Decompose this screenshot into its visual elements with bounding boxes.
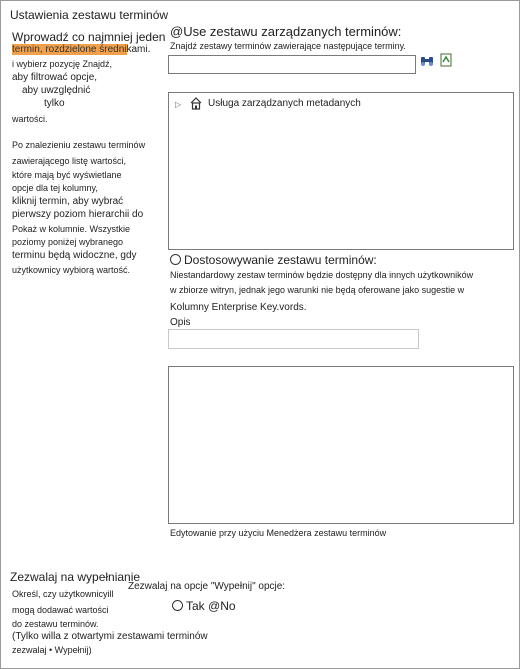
desc2-line: użytkownicy wybiorą wartość. [12,265,131,275]
managed-radio-label[interactable]: @Use zestawu zarządzanych terminów: [170,24,402,39]
custom-desc: Kolumny Enterprise Key.vords. [170,302,307,313]
desc-line: Wprowadź co najmniej jeden [12,30,166,44]
binoculars-icon[interactable] [420,54,434,72]
highlighted-text: termin, rozdzielone średni [12,44,127,55]
desc2-line: opcje dla tej kolumny, [12,183,98,193]
fill-question: Zezwalaj na opcje "Wypełnij" opcje: [128,581,286,592]
desc2-line: kliknij termin, aby wybrać [12,196,124,207]
fill-desc: (Tylko willa z otwartymi zestawami terminów [12,631,208,642]
term-tree[interactable] [168,92,514,250]
custom-radio[interactable] [170,254,181,265]
fill-desc-text: Określ, czy użytkownicy [12,589,108,599]
fill-options-label[interactable]: Tak @No [186,599,236,613]
section-title: Ustawienia zestawu terminów [10,8,169,22]
custom-radio-option[interactable] [170,253,377,267]
desc-text: kami. [126,44,151,55]
desc-line: aby uwzględnić [22,85,91,96]
desc2-line: Pokaż w kolumnie. Wszystkie [12,224,131,234]
fill-desc [12,589,114,599]
desc2-line: zawierającego listę wartości, [12,156,127,166]
desc2-line: poziomy poniżej wybranego [12,237,124,247]
tree-root-item[interactable]: Usługa zarządzanych metadanych [208,98,361,109]
fill-desc: zezwalaj • Wypełnij) [12,645,92,655]
term-store-link[interactable]: Edytowanie przy użyciu Menedżera zestawu terminów [170,528,387,538]
custom-desc: Niestandardowy zestaw terminów będzie dostępny dla innych użytkowników [170,270,474,280]
managed-hint: Znajdź zestawy terminów zawierające następujące terminy. [170,41,406,51]
desc2-line: Po znalezieniu zestawu terminów [12,140,146,150]
desc2-line: które mają być wyświetlane [12,170,122,180]
custom-desc: w zbiorze witryn, jednak jego warunki nie będą oferowane jako sugestie w [170,285,465,295]
term-search-input[interactable] [168,55,416,74]
expand-arrow-icon[interactable]: ▷ [175,100,182,109]
fill-desc: do zestawu terminów. [12,619,99,629]
desc-line: i wybierz pozycję Znajdź, [12,59,113,69]
desc-line: aby filtrować opcje, [12,72,98,83]
browse-icon[interactable] [440,53,452,72]
fill-desc-text: ill [107,589,114,599]
custom-terms-editor[interactable] [168,366,514,524]
custom-radio-label[interactable]: Dostosowywanie zestawu terminów: [184,253,377,267]
desc-line: tylko [44,98,65,109]
fill-title: Zezwalaj na wypełnianie [10,570,141,584]
desc2-line: pierwszy poziom hierarchii do [12,209,144,220]
desc2-line: terminu będą widoczne, gdy [12,250,137,261]
desc-line-highlight [12,44,150,55]
home-icon [189,96,203,115]
desc-line: wartości. [12,114,48,124]
fill-yes-radio[interactable] [172,600,183,611]
fill-desc: mogą dodawać wartości [12,605,109,615]
opis-input[interactable] [168,329,419,349]
opis-label: Opis [170,317,191,328]
fill-options[interactable] [172,599,236,613]
